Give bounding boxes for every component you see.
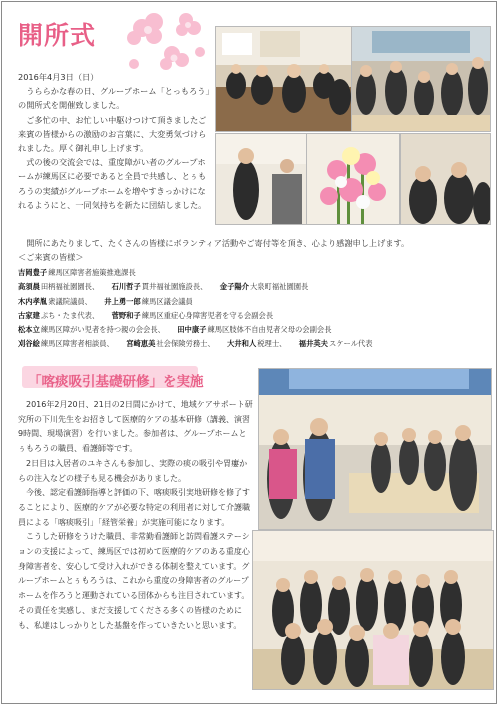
opening-ceremony-title: 開所式 (18, 21, 97, 50)
ceremony-paragraph: ご多忙の中、お忙しい中駆けつけて頂きましたご来賓の皆様からの激励のお言葉に、大変勇気づけられました。厚く御礼申し上げます。 (18, 114, 207, 154)
ceremony-photo-hall (215, 26, 352, 132)
training-paragraph: 2016年2月20日、21日の2日間にかけて、地域ケアサポート研究所の下川先生をお招きして医療的ケアの基本研修（講義、演習9時間、現場演習）を行いました。参加者は、グループホームとぅもろうの職員、看護師等です。 (18, 400, 253, 454)
ceremony-paragraph: 式の後の交流会では、重度障がい者のグループホームが練馬区に必要であると全員で共感し、とぅもろうの実績がグループホームを増やすきっかけになれるようにと、一同気持ちを新たに団結しました。 (18, 157, 207, 210)
ceremony-paragraph: うららかな春の日、グループホーム「とっもろう」の開所式を開催致しました。 (18, 86, 210, 111)
thanks-paragraph: 開所にあたりまして、たくさんの皆様にボランティア活動やご寄付等を頂き、心より感謝申し上げます。 (18, 238, 410, 248)
newsletter-page (1, 1, 497, 704)
cherry-blossom-decoration (120, 8, 210, 78)
ceremony-photo-guests (351, 26, 491, 132)
ceremony-date: 2016年4月3日（日） (18, 72, 99, 82)
training-paragraph: こうした研修をうけた職員、非常勤看護師と訪問看護ステーションの支援によって、練馬区では初めて医療的ケアのある重度心身障害者を、安心して受け入れができる体制を整えています。グループホームとぅもろうは、これから重度の身障害者のグループホームを作ろうと運動されている団体からも注目されています。その責任を実感し、まだ支援してくださる多くの皆様のためにも、私達はしっかりとした基盤を作っていきたいと思います。 (18, 532, 250, 630)
guest-row: 高須晨田柄福祉園園長、 石川哲子貫井福祉園施設長、 金子陽介大泉町福祉園園長 (18, 282, 309, 292)
opening-ceremony-text (18, 70, 210, 212)
guest-row: 吉岡豊子練馬区障害者施策推進課長 (18, 268, 136, 277)
training-photo-demo (258, 368, 492, 530)
training-title: 「喀痰吸引基礎研修」を実施 (28, 374, 204, 390)
ceremony-photo-flowers (306, 133, 400, 225)
training-paragraph: 2日目は入居者のユキさんも参加し、実際の痰の吸引や胃瘻からの注入などの様子も見る機会がありました。 (18, 458, 248, 483)
training-paragraph: 今後、認定看護師指導と評価の下、喀痰吸引実地研修を修了することにより、医療的ケアが必要な特定の利用者に対して介護職員による「喀痰吸引」「経管栄養」が実施可能になります。 (18, 488, 250, 527)
thanks-text (18, 236, 490, 264)
guest-heading: ＜ご来賓の皆様＞ (18, 252, 84, 262)
guest-row: 古家建ぷち・たま代表、 菅野和子練馬区重症心身障害児者を守る会副会長 (18, 310, 274, 320)
training-photo-group (252, 530, 494, 690)
training-text (18, 398, 254, 633)
ceremony-photo-speaker (215, 133, 307, 225)
guest-row: 松本立練馬区障がい児者を持つ親の会会長、 田中康子練馬区肢体不自由児者父母の会副会長 (18, 325, 332, 335)
guest-row: 刈谷絵練馬区障害者相談員、 宮崎恵美社会保険労務士、 大井和人税理士、 福井英夫スケール代表 (18, 339, 373, 349)
guest-row: 木内孝胤衆議院議員、 井上勇一郎練馬区議会議員 (18, 296, 193, 306)
ceremony-photo-audience (400, 133, 491, 225)
guest-list (18, 266, 490, 352)
